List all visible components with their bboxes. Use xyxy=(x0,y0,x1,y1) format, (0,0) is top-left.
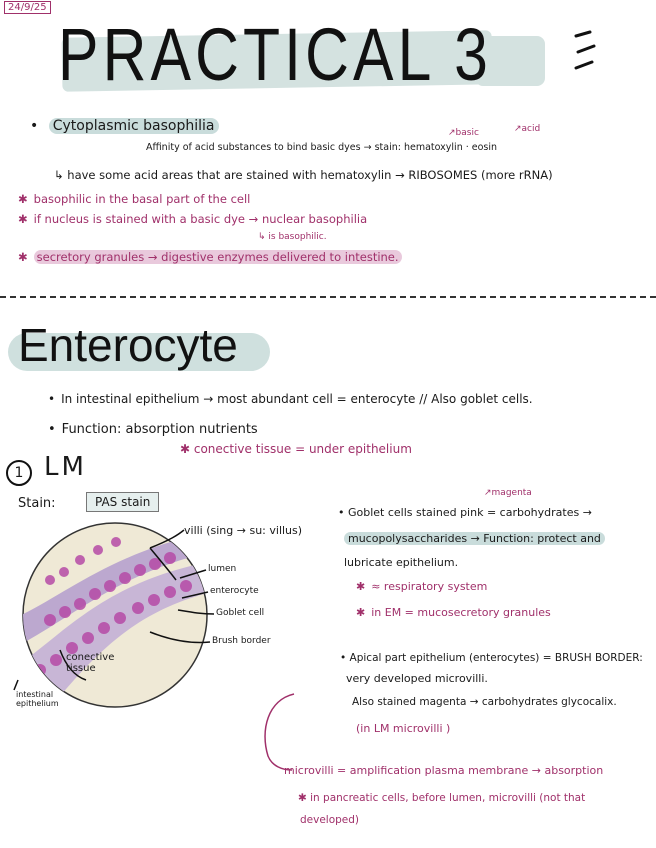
goblet-line-3: lubricate epithelium. xyxy=(344,556,459,569)
have-acid-areas-line: ↳ have some acid areas that are stained with hematoxylin → RIBOSOMES (more rRNA) xyxy=(54,168,553,182)
pancreatic-line-2: developed) xyxy=(300,814,360,826)
apical-line-1: • Apical part epithelium (enterocytes) = BRUSH BORDER: xyxy=(340,652,643,664)
affinity-line: Affinity of acid substances to bind basic dyes → stain: hematoxylin · eosin xyxy=(146,142,498,153)
apical-line-4: (in LM microvilli ) xyxy=(356,722,451,735)
basophilia-heading-text: Cytoplasmic basophilia xyxy=(49,118,219,134)
bullet-nucleus: ✱ if nucleus is stained with a basic dye → nuclear basophilia xyxy=(18,212,368,226)
goblet-line-2: mucopolysaccharides → Function: protect and xyxy=(344,532,605,545)
lm-heading: LM xyxy=(44,452,87,482)
label-enterocyte: enterocyte xyxy=(210,586,259,596)
goblet-line-1: • Goblet cells stained pink = carbohydrates → xyxy=(338,506,592,519)
label-intestinal-epithelium: intestinal epithelium xyxy=(16,690,59,708)
pancreatic-line-1: ✱ in pancreatic cells, before lumen, microvilli (not that xyxy=(298,792,586,804)
connective-tissue-note: ✱ conective tissue = under epithelium xyxy=(180,442,412,456)
label-brush-border: Brush border xyxy=(212,636,271,646)
enterocyte-heading: Enterocyte xyxy=(18,319,238,371)
apical-line-2: very developed microvilli. xyxy=(346,672,488,685)
nucleus-sub-note: ↳ is basophilic. xyxy=(258,232,327,242)
date-label: 24/9/25 xyxy=(4,1,51,14)
label-conective-tissue: conective tissue xyxy=(66,652,115,674)
bullet-secretory-text: secretory granules → digestive enzymes delivered to intestine. xyxy=(34,250,402,264)
mark-basic: ↗basic xyxy=(448,128,479,138)
label-goblet-cell: Goblet cell xyxy=(216,608,265,618)
mark-acid: ↗acid xyxy=(514,124,541,134)
stain-value-box: PAS stain xyxy=(86,492,159,512)
label-lumen: lumen xyxy=(208,564,237,574)
label-villi: villi (sing → su: villus) xyxy=(184,524,303,537)
bullet-function: • Function: absorption nutrients xyxy=(48,422,258,437)
apical-line-3: Also stained magenta → carbohydrates glycocalix. xyxy=(352,696,617,708)
bullet-secretory: ✱ secretory granules → digestive enzymes delivered to intestine. xyxy=(18,250,402,264)
lm-number-badge: 1 xyxy=(6,460,32,486)
star-respiratory: ✱ ≈ respiratory system xyxy=(356,580,488,593)
page-title: PRACTICAL 3 xyxy=(58,13,493,96)
microvilli-line: microvilli = amplification plasma membrane → absorption xyxy=(284,764,604,777)
bullet-basal: ✱ basophilic in the basal part of the cell xyxy=(18,192,251,206)
stain-label: Stain: xyxy=(18,496,56,511)
bullet-nucleus-text: if nucleus is stained with a basic dye → nuclear basophilia xyxy=(33,212,368,226)
mark-magenta: ↗magenta xyxy=(484,488,532,498)
star-em: ✱ in EM = mucosecretory granules xyxy=(356,606,551,619)
bullet-intestinal-epithelium: • In intestinal epithelium → most abundant cell = enterocyte // Also goblet cells. xyxy=(48,392,533,406)
bullet-basal-text: basophilic in the basal part of the cell xyxy=(33,192,251,206)
